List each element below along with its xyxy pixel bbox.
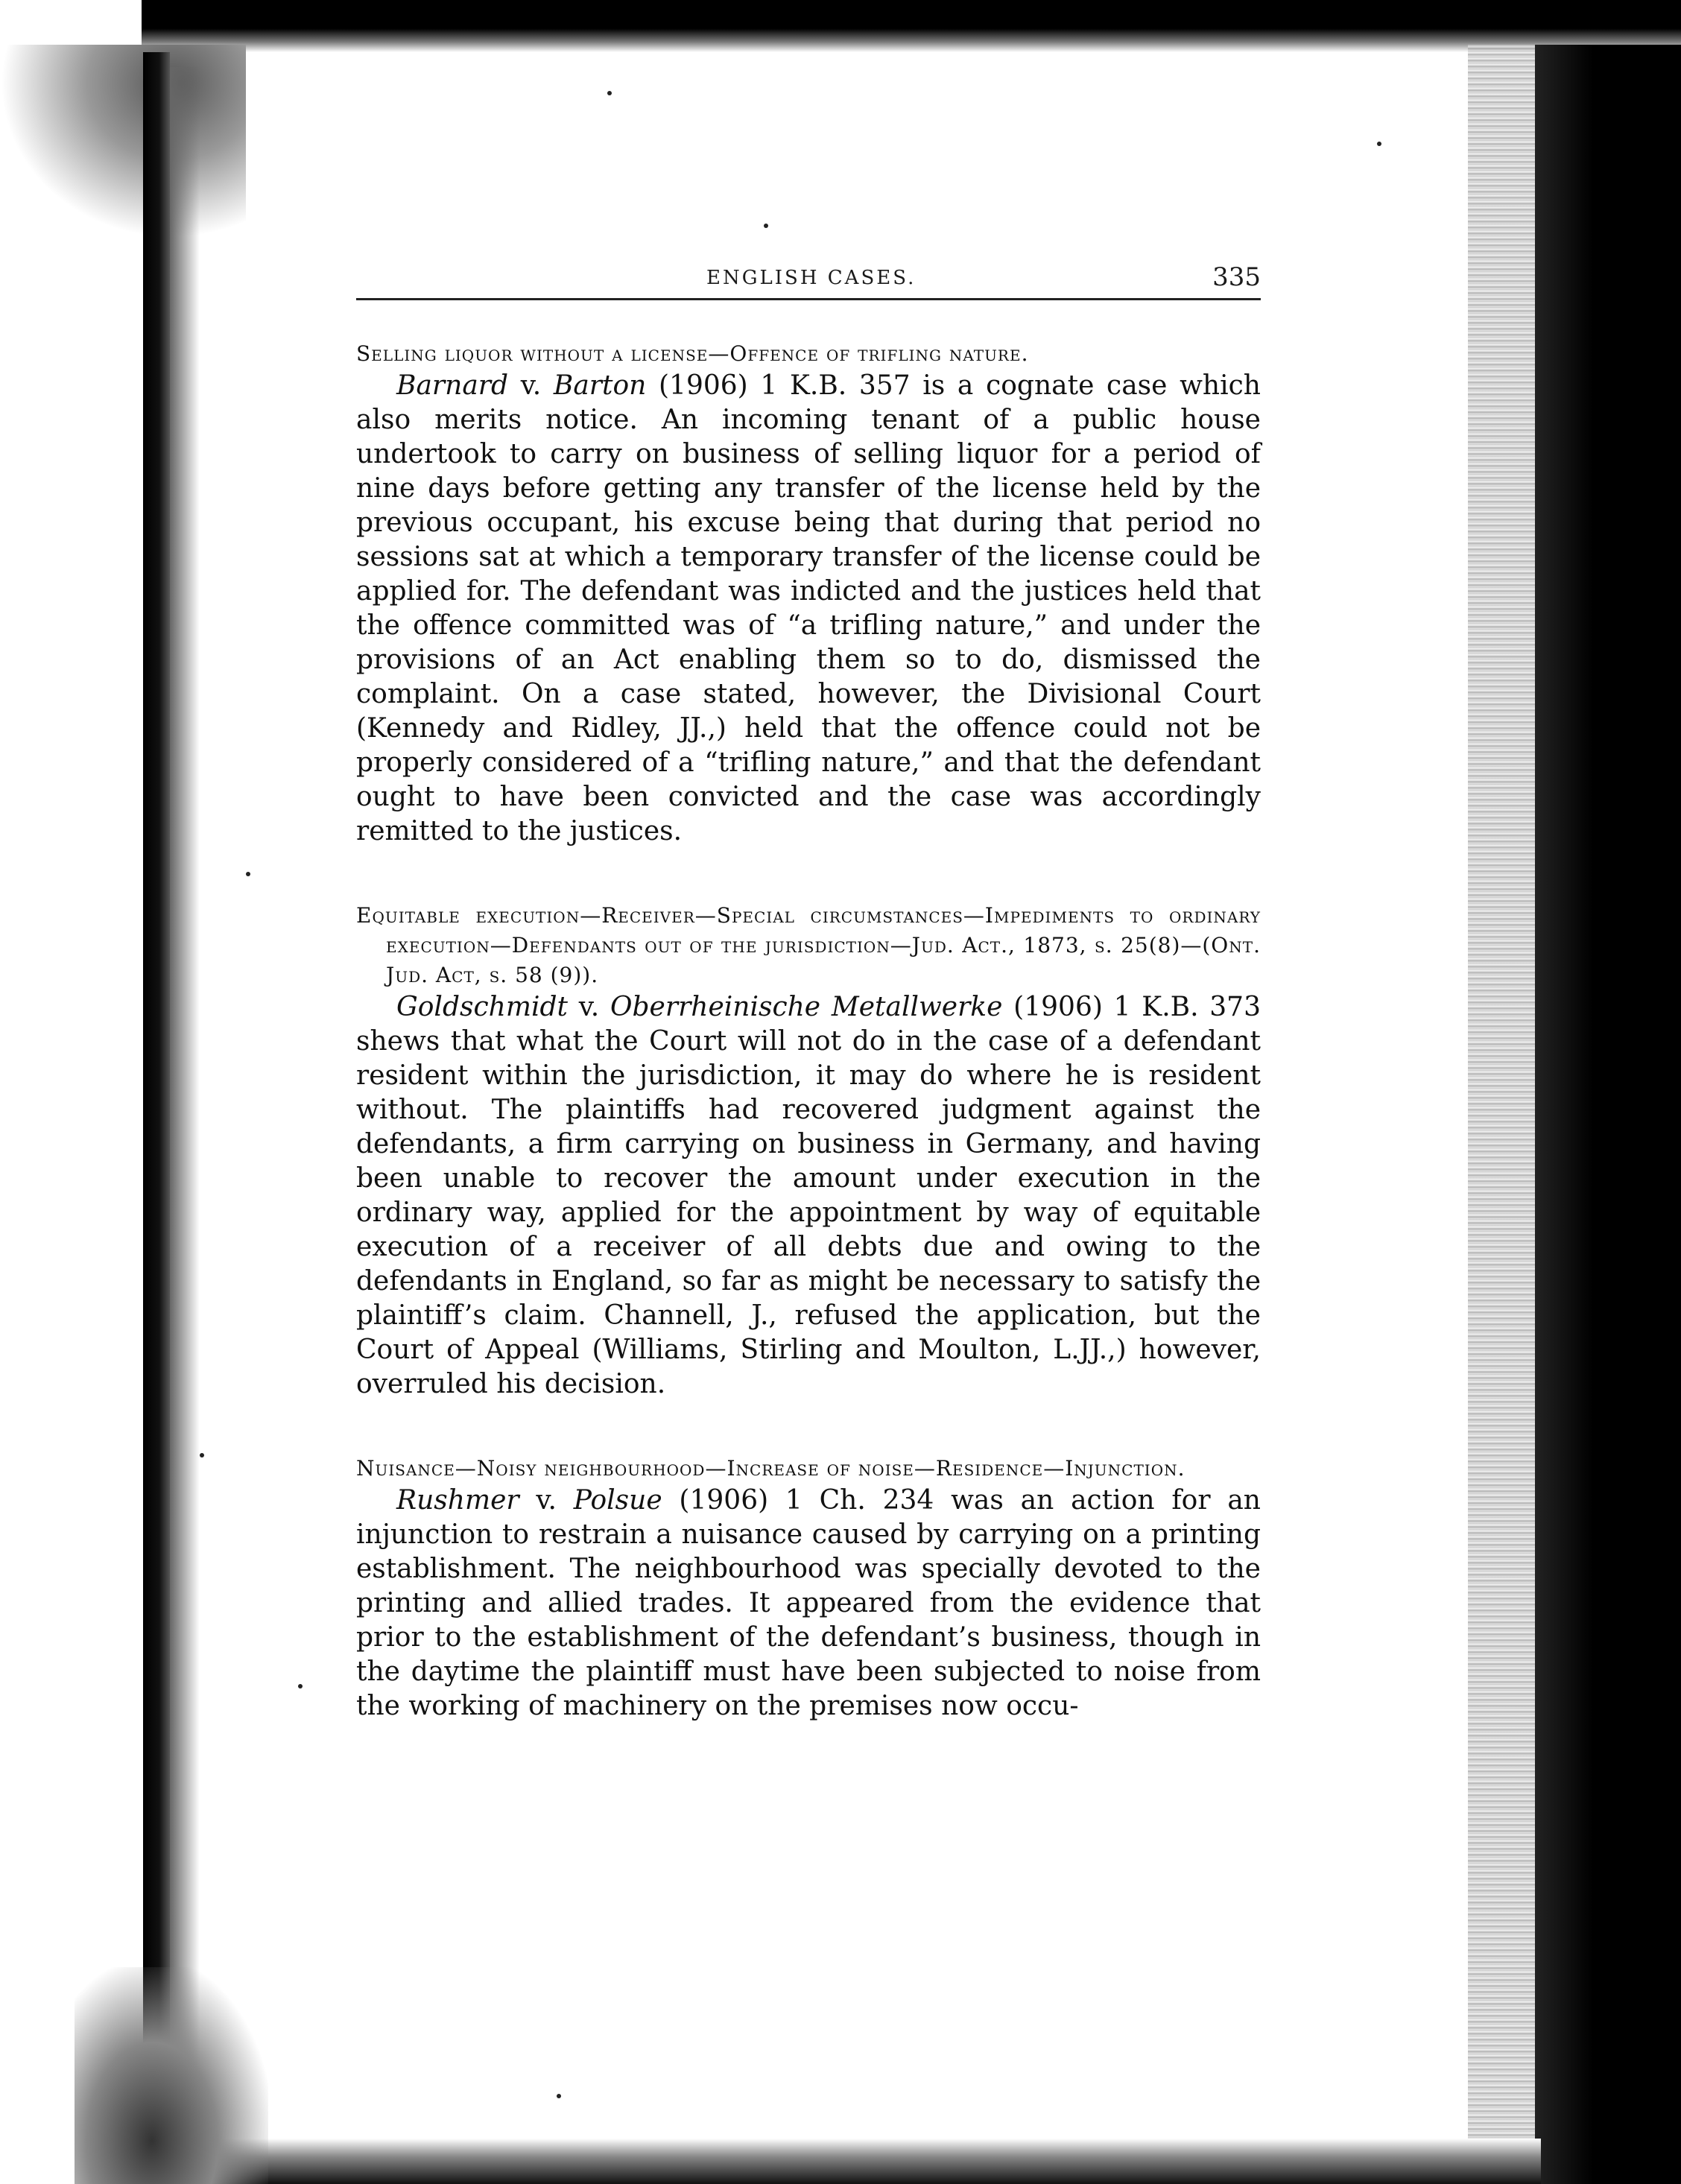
scan-shadow-top-left [0,45,246,238]
case-name-plaintiff: Rushmer [396,1485,519,1516]
page-header [356,261,1261,300]
scan-speck [607,91,612,95]
section-heading: Selling liquor without a license—Offence of trifling nature. [356,341,1029,366]
section-selling-liquor [356,339,1261,849]
versus-text: v. [519,1485,574,1516]
section-paragraph [356,990,1261,1402]
scan-speck [1377,142,1381,146]
section-paragraph [356,1484,1261,1724]
section-nuisance [356,1454,1261,1724]
scan-speck [764,224,768,228]
section-heading: Equitable execution—Receiver—Special circumstances—Impediments to ordinary execution—Defendants out of the jurisdiction—Jud. Act., 1873, s. 25(8)—(Ont. Jud. Act, s. 58 (9)). [356,903,1261,987]
paragraph-text: (1906) 1 K.B. 373 shews that what the Court will not do in the case of a defendant resident within the jurisdiction, it may do where he is resident without. The plaintiffs had recovered judgment against the defendants, a firm carrying on business in Germany, and having been unable to recover the amount under execution in the ordinary way, applied for the appointment by way of equitable execution of a receiver of all debts due and owing to the defendants in England, so far as might be necessary to satisfy the plaintiff’s claim. Channell, J., refused the application, but the Court of Appeal (Williams, Stirling and Moulton, L.JJ.,) however, overruled his decision. [356,992,1261,1399]
page-number: 335 [1212,262,1261,292]
scan-speck [557,2094,561,2098]
case-name-defendant: Polsue [573,1485,662,1516]
page-body [356,339,1261,1724]
case-name-defendant: Barton [553,370,647,401]
scan-shadow-left [170,67,200,2139]
section-paragraph [356,369,1261,849]
versus-text: v. [567,992,610,1022]
running-head: ENGLISH CASES. [706,267,917,289]
scan-border-right [1535,45,1681,2184]
case-name-defendant: Oberrheinische Metallwerke [610,992,1003,1022]
scan-border-bottom [170,2139,1541,2184]
paragraph-text: (1906) 1 Ch. 234 was an action for an injunction to restrain a nuisance caused by carrying on a printing establishment. The neighbourhood was specially devoted to the printing and allied trades. It appeared from the evidence that prior to the establishment of the defendant’s business, though in the daytime the plaintiff must have been subjected to noise from the working of machinery on the premises now occu- [356,1485,1261,1721]
section-spacer [356,1402,1261,1454]
section-equitable-execution [356,901,1261,1402]
scan-border-left [143,52,170,2184]
case-name-plaintiff: Goldschmidt [396,992,568,1022]
scan-speck [200,1453,204,1457]
paragraph-text: (1906) 1 K.B. 357 is a cognate case which also merits notice. An incoming tenant of a public house undertook to carry on business of selling liquor for a period of nine days before getting any transfer of the license held by the previous occupant, his excuse being that during that period no sessions sat at which a temporary transfer of the license could be applied for. The defendant was indicted and the justices held that the offence committed was of “a trifling nature,” and under the provisions of an Act enabling them so to do, dismissed the complaint. On a case stated, however, the Divisional Court (Kennedy and Ridley, JJ.,) held that the offence could not be properly considered of a “trifling nature,” and that the defendant ought to have been convicted and the case was accordingly remitted to the justices. [356,370,1261,846]
scan-noise-right [1468,45,1535,2153]
section-heading: Nuisance—Noisy neighbourhood—Increase of noise—Residence—Injunction. [356,1456,1185,1481]
scan-speck [246,872,250,876]
versus-text: v. [508,370,554,401]
case-name-plaintiff: Barnard [396,370,509,401]
scan-shadow-bottom-left [75,1967,268,2184]
scan-border-top [142,0,1681,52]
section-spacer [356,849,1261,901]
scan-speck [298,1684,303,1688]
